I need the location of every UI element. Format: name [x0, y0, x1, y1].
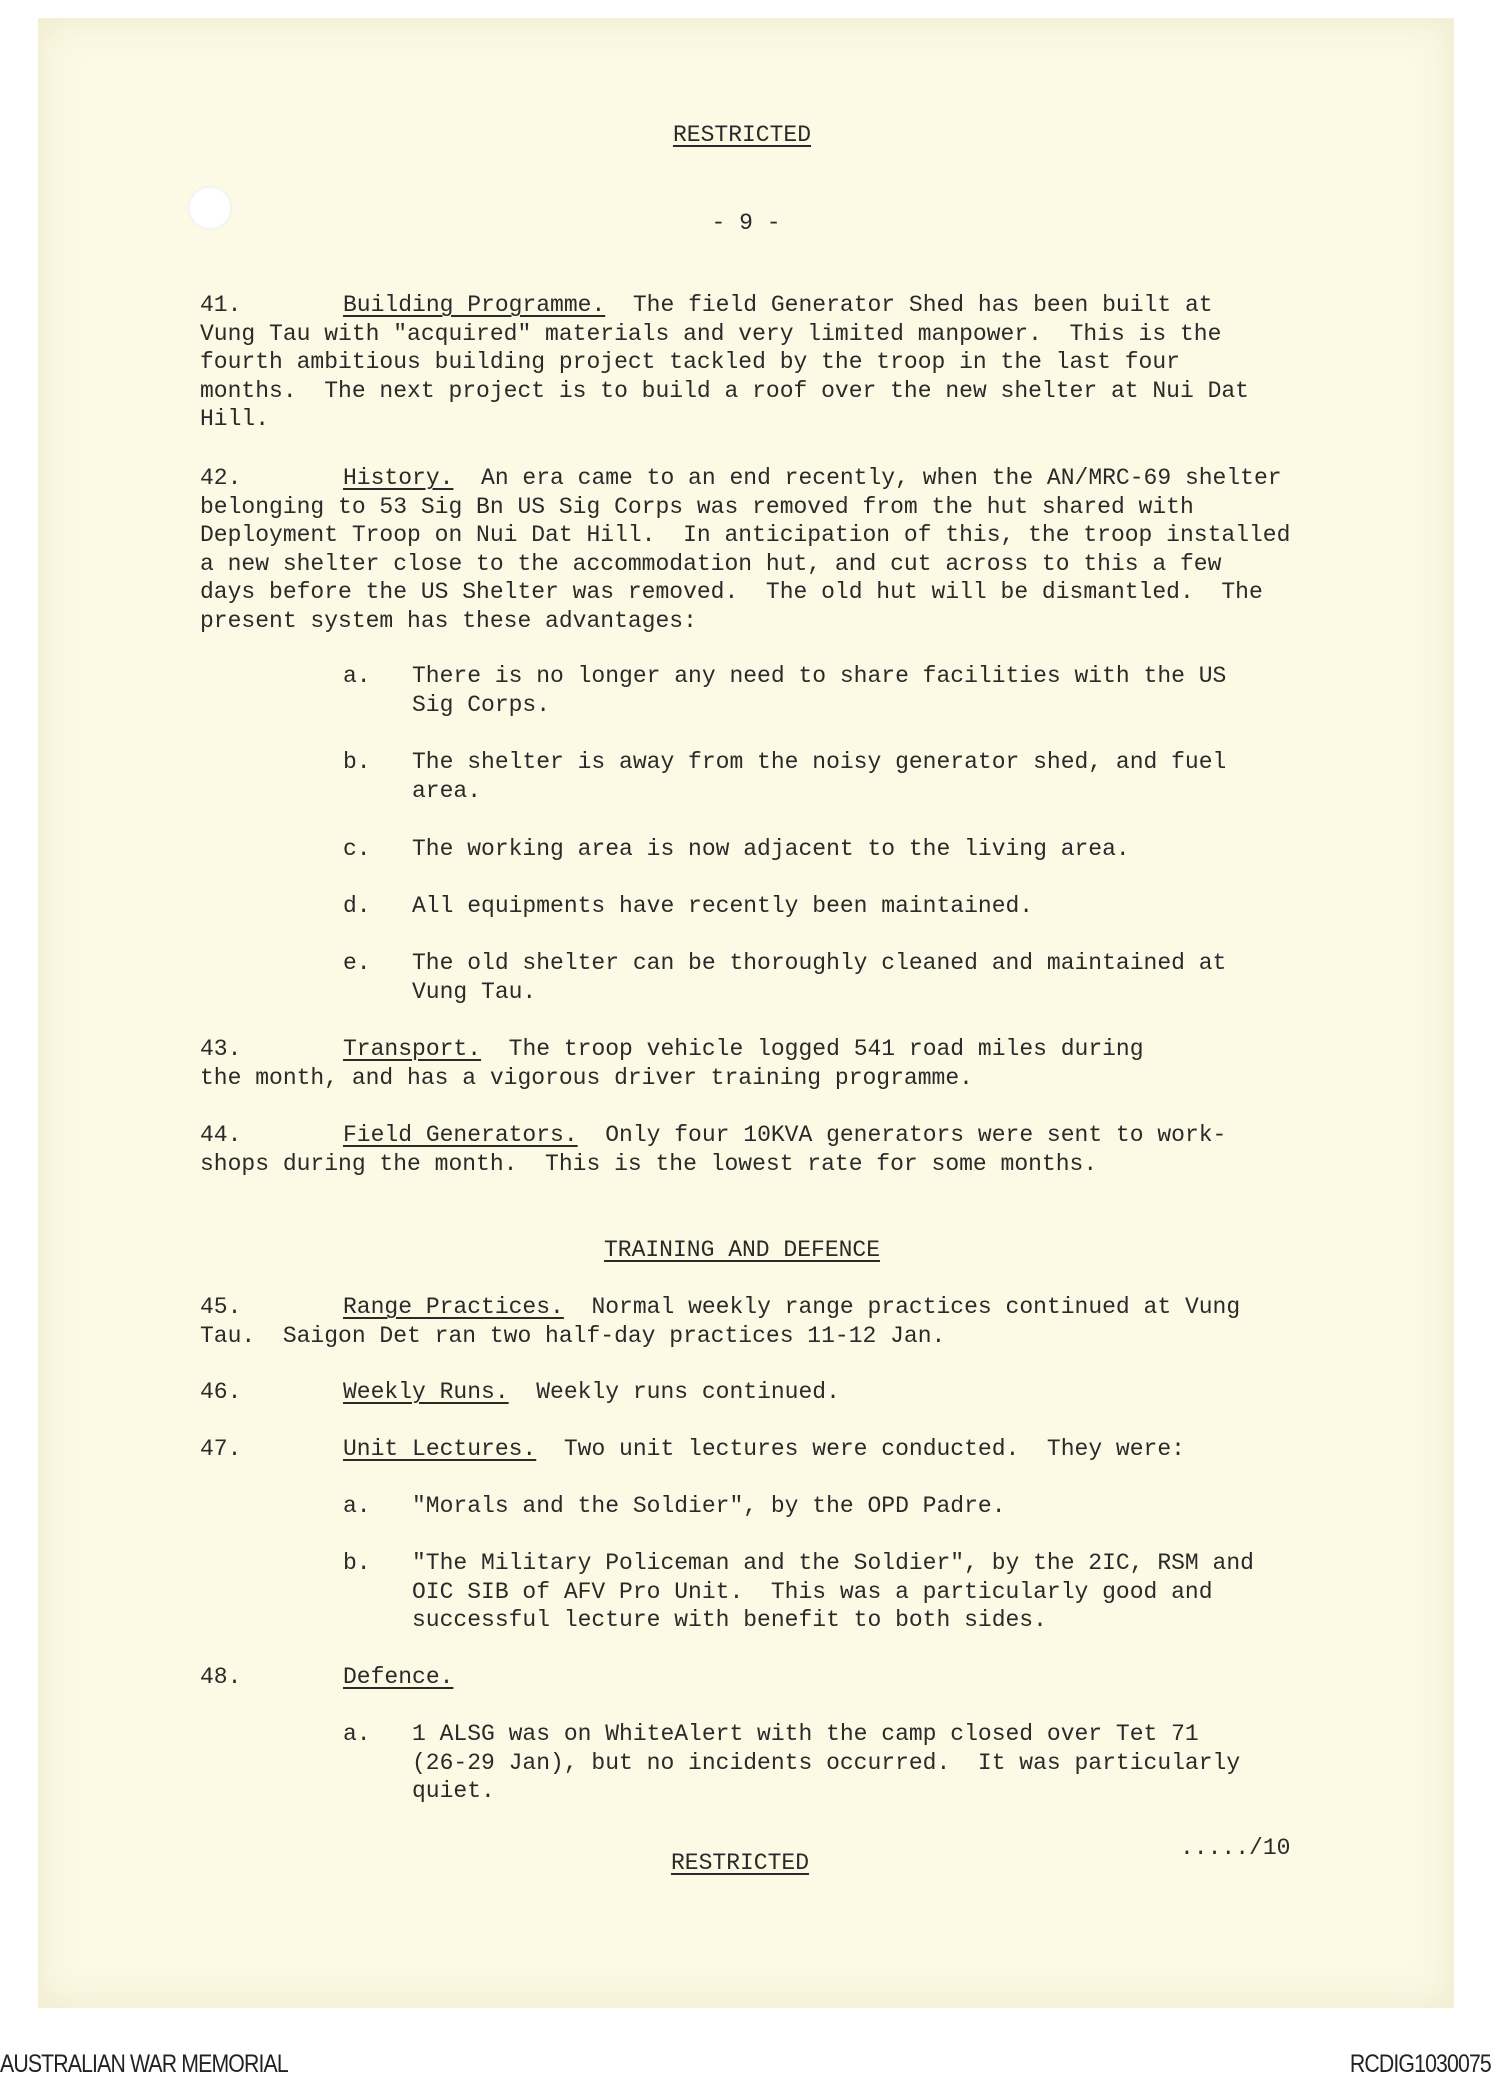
heading-text: Field Generators. — [343, 1122, 578, 1148]
paragraph-heading — [343, 1378, 840, 1407]
list-item-line: "The Military Policeman and the Soldier", by the 2IC, RSM and — [412, 1550, 1254, 1576]
list-item-letter: a. — [343, 663, 371, 689]
paragraph-heading — [343, 1293, 1240, 1322]
heading-text: Range Practices. — [343, 1294, 564, 1320]
paragraph-line: belonging to 53 Sig Bn US Sig Corps was removed from the hut shared with — [200, 493, 1194, 520]
paragraph-line: shops during the month. This is the lowest rate for some months. — [200, 1150, 1098, 1177]
list-item-letter: a. — [343, 1493, 371, 1519]
paragraph-heading — [343, 291, 1213, 320]
paragraph-line: Deployment Troop on Nui Dat Hill. In anticipation of this, the troop installed — [200, 522, 1291, 548]
paragraph-line: Hill. — [200, 406, 270, 432]
paragraph-number: 47. — [200, 1436, 242, 1462]
paragraph-first-line: The troop vehicle logged 541 road miles during — [481, 1036, 1144, 1062]
classification-header: RESTRICTED — [672, 122, 812, 148]
paragraph-line: the month, and has a vigorous driver training programme. — [200, 1064, 973, 1091]
list-item-line: "Morals and the Soldier", by the OPD Padre. — [412, 1493, 1006, 1519]
paragraph-number: 44. — [200, 1122, 242, 1148]
paragraph-first-line: Only four 10KVA generators were sent to work- — [577, 1122, 1227, 1148]
paragraph-first-line: An era came to an end recently, when the AN/MRC-69 shelter — [453, 465, 1282, 491]
list-item-line: OIC SIB of AFV Pro Unit. This was a particularly good and — [412, 1578, 1213, 1605]
list-item-line: All equipments have recently been maintained. — [412, 893, 1034, 919]
paragraph-number: 48. — [200, 1664, 242, 1690]
paragraph-heading — [343, 1121, 1226, 1150]
paragraph-line: months. The next project is to build a roof over the new shelter at Nui Dat — [200, 377, 1249, 404]
list-item-line: 1 ALSG was on WhiteAlert with the camp closed over Tet 71 — [412, 1721, 1199, 1747]
classification-footer: RESTRICTED — [670, 1850, 810, 1876]
list-item-letter: b. — [343, 1550, 371, 1576]
list-item-letter: b. — [343, 749, 371, 775]
list-item-line: There is no longer any need to share facilities with the US — [412, 663, 1227, 689]
list-item-line: (26-29 Jan), but no incidents occurred. It was particularly — [412, 1749, 1241, 1776]
heading-text: History. — [343, 465, 454, 491]
archive-institution: AUSTRALIAN WAR MEMORIAL — [0, 2050, 288, 2078]
paragraph-first-line: Two unit lectures were conducted. They were: — [536, 1436, 1185, 1462]
heading-text: Defence. — [343, 1664, 454, 1690]
paragraph-line: a new shelter close to the accommodation hut, and cut across to this a few — [200, 550, 1222, 577]
list-item-line: The old shelter can be thoroughly cleaned and maintained at — [412, 950, 1227, 976]
paragraph-first-line: Weekly runs continued. — [508, 1379, 840, 1405]
list-item-line: successful lecture with benefit to both sides. — [412, 1607, 1047, 1633]
paragraph-line: Vung Tau with "acquired" materials and very limited manpower. This is the — [200, 320, 1222, 347]
list-item-line: Vung Tau. — [412, 978, 537, 1005]
paragraph-heading — [343, 1663, 453, 1692]
list-item-letter: a. — [343, 1721, 371, 1747]
paragraph-number: 45. — [200, 1294, 242, 1320]
paragraph-heading — [343, 1435, 1185, 1464]
paragraph-first-line: Normal weekly range practices continued at Vung — [563, 1294, 1241, 1320]
list-item-line: quiet. — [412, 1778, 495, 1804]
heading-text: Transport. — [343, 1036, 482, 1062]
heading-text: Building Programme. — [343, 292, 606, 318]
paragraph-number: 43. — [200, 1036, 242, 1062]
list-item-line: Sig Corps. — [412, 691, 551, 718]
continuation-marker: ...../10 — [1180, 1835, 1291, 1861]
list-item-letter: c. — [343, 836, 371, 862]
paragraph-line: present system has these advantages: — [200, 607, 697, 634]
list-item-letter: d. — [343, 893, 371, 919]
section-title: TRAINING AND DEFENCE — [603, 1237, 881, 1263]
archive-reference: RCDIG1030075 — [1349, 2050, 1491, 2078]
list-item-line: The shelter is away from the noisy generator shed, and fuel — [412, 749, 1227, 775]
paragraph-number: 41. — [200, 292, 242, 318]
list-item-line: The working area is now adjacent to the living area. — [412, 836, 1130, 862]
paragraph-heading — [343, 464, 1282, 493]
paragraph-number: 46. — [200, 1379, 242, 1405]
paragraph-line: fourth ambitious building project tackled by the troop in the last four — [200, 349, 1180, 375]
list-item-line: area. — [412, 777, 482, 804]
paragraph-line: Tau. Saigon Det ran two half-day practices 11-12 Jan. — [200, 1322, 946, 1349]
list-item-letter: e. — [343, 950, 371, 976]
paragraph-first-line: The field Generator Shed has been built at — [605, 292, 1213, 318]
paragraph-line: days before the US Shelter was removed. The old hut will be dismantled. The — [200, 579, 1263, 605]
paragraph-heading — [343, 1035, 1144, 1064]
page-number: - 9 - — [711, 210, 781, 236]
heading-text: Weekly Runs. — [343, 1379, 509, 1405]
heading-text: Unit Lectures. — [343, 1436, 537, 1462]
punch-hole — [188, 186, 232, 230]
paragraph-number: 42. — [200, 465, 242, 491]
